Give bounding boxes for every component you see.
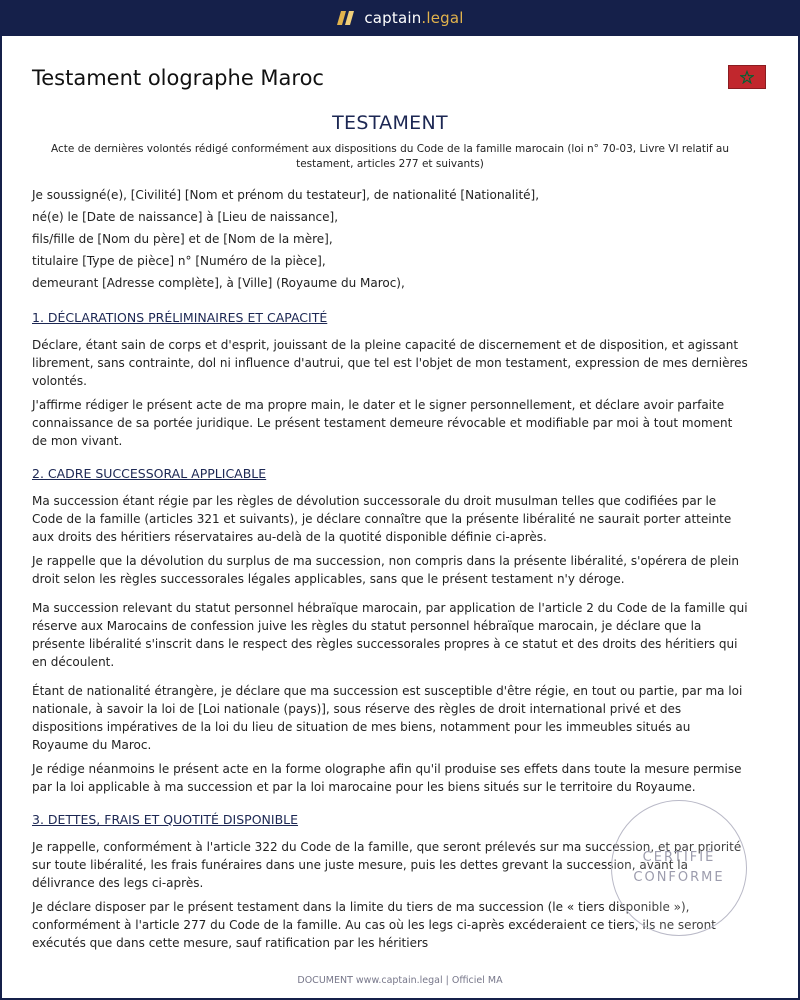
identity-line: Je soussigné(e), [Civilité] [Nom et prénom du testateur], de nationalité [Nationalité], — [32, 188, 540, 202]
certified-stamp — [611, 800, 747, 936]
brand-logo[interactable] — [336, 9, 463, 27]
paragraph: J'affirme rédiger le présent acte de ma propre main, le dater et le signer personnellement, et déclare avoir parfaite connaissance de sa portée juridique. Le présent testament demeure révocable et modifiable par moi à tout moment de mon vivant. — [32, 398, 733, 448]
page-title: Testament olographe Maroc — [32, 66, 324, 90]
paragraph: Je rappelle, conformément à l'article 322 du Code de la famille, que seront prélevés sur ma succession, et par priorité sur toute libéralité, les frais funéraires dans une juste mesure, puis les dettes grevant la succession, avant la délivrance des legs ci-après. — [32, 840, 742, 890]
identity-line: né(e) le [Date de naissance] à [Lieu de naissance], — [32, 210, 339, 224]
paragraph: Je rappelle que la dévolution du surplus de ma succession, non compris dans la présente libéralité, s'opérera de plein droit selon les règles successorales légales applicables, sans que le présent testament n'y déroge. — [32, 554, 739, 586]
section-title-cadre-successoral: 2. CADRE SUCCESSORAL APPLICABLE — [32, 466, 267, 481]
paragraph: Je rédige néanmoins le présent acte en la forme olographe afin qu'il produise ses effets dans toute la mesure permise par la loi applicable à ma succession et par la loi marocaine pour les biens situés sur le territoire du Royaume. — [32, 762, 742, 794]
identity-line: titulaire [Type de pièce] n° [Numéro de la pièce], — [32, 254, 326, 268]
identity-line: fils/fille de [Nom du père] et de [Nom de la mère], — [32, 232, 333, 246]
document-page — [2, 36, 798, 998]
top-bar — [0, 0, 800, 36]
morocco-flag-icon — [728, 65, 766, 89]
document-subtitle: Acte de dernières volontés rédigé conformément aux dispositions du Code de la famille marocain (loi n° 70-03, Livre VI relatif au testament, articles 277 et suivants) — [51, 143, 729, 170]
brand-mark-icon — [336, 10, 356, 26]
page-footer: DOCUMENT www.captain.legal | Officiel MA — [2, 972, 798, 998]
paragraph: Ma succession relevant du statut personnel hébraïque marocain, par application de l'article 2 du Code de la famille qui réserve aux Marocains de confession juive les règles du statut personnel hébraïque marocain, je déclare que la présente libéralité s'inscrit dans le respect des règles successorales propres à ce statut et des droits des héritiers qui en découlent. — [32, 601, 748, 669]
identity-line: demeurant [Adresse complète], à [Ville] (Royaume du Maroc), — [32, 276, 405, 290]
section-title-dettes-frais: 3. DETTES, FRAIS ET QUOTITÉ DISPONIBLE — [32, 812, 299, 827]
paragraph: Étant de nationalité étrangère, je déclare que ma succession est susceptible d'être régie, en tout ou partie, par ma loi nationale, à savoir la loi de [Loi nationale (pays)], sous réserve des règles de droit international privé et des dispositions impératives de la loi du lieu de situation de mes biens, notamment pour les immeubles situés au Royaume du Maroc. — [32, 684, 743, 752]
document-heading: TESTAMENT — [332, 112, 448, 134]
paragraph: Ma succession étant régie par les règles de dévolution successorale du droit musulman telles que codifiées par le Code de la famille (articles 321 et suivants), je déclare connaître que la présente libéralité ne saurait porter atteinte aux droits des héritiers réservataires au-delà de la quotité disponible définie ci-après. — [32, 494, 732, 544]
testator-identity — [32, 184, 748, 294]
paragraph: Déclare, étant sain de corps et d'esprit, jouissant de la pleine capacité de discernement et de disposition, et agissant librement, sans contrainte, dol ni influence d'autrui, que tel est l'objet de mon testament, expression de mes dernières volontés. — [32, 338, 748, 388]
stamp-line: CERTIFIÉ — [642, 850, 716, 865]
paragraph: Je déclare disposer par le présent testament dans la limite du tiers de ma succession (le « tiers disponible »), conformément à l'article 277 du Code de la famille. Au cas où les legs ci-après excéderaient ce tiers, ils ne seront exécutés que dans cette mesure, sauf ratification par les héritiers — [32, 900, 716, 950]
section-title-declarations: 1. DÉCLARATIONS PRÉLIMINAIRES ET CAPACITÉ — [32, 310, 328, 325]
brand-name: captain.legal — [364, 9, 464, 27]
stamp-line: CONFORME — [633, 870, 725, 885]
